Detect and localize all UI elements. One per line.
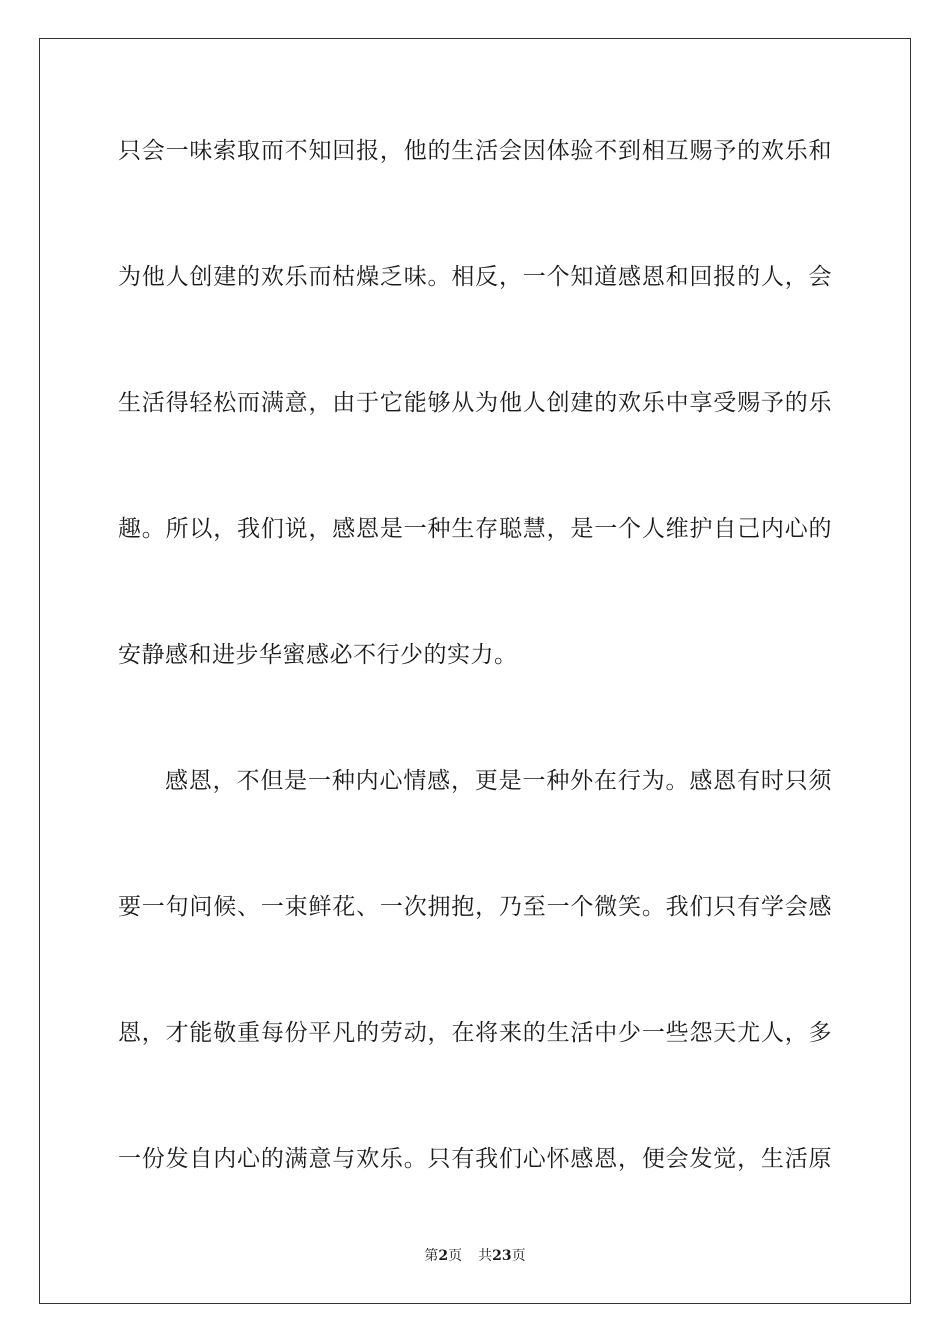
paragraph-line: 只会一味索取而不知回报，他的生活会因体验不到相互赐予的欢乐和 xyxy=(118,138,832,164)
paragraph-line: 生活得轻松而满意，由于它能够从为他人创建的欢乐中享受赐予的乐 xyxy=(118,390,832,416)
paragraph-line: 要一句问候、一束鲜花、一次拥抱，乃至一个微笑。我们只有学会感 xyxy=(118,894,832,920)
total-prefix: 共 xyxy=(478,1248,493,1264)
page-prefix: 第 xyxy=(424,1248,439,1264)
document-body xyxy=(118,123,832,1257)
paragraph-line: 为他人创建的欢乐而枯燥乏味。相反，一个知道感恩和回报的人，会 xyxy=(118,264,832,290)
page-number: 2 xyxy=(438,1248,449,1264)
total-suffix: 页 xyxy=(511,1248,526,1264)
page-suffix: 页 xyxy=(448,1248,463,1264)
paragraph-line: 感恩，不但是一种内心情感，更是一种外在行为。感恩有时只须 xyxy=(165,768,832,794)
paragraph-line: 趣。所以，我们说，感恩是一种生存聪慧，是一个人维护自己内心的 xyxy=(118,516,832,542)
paragraph-line: 安静感和进步华蜜感必不行少的实力。 xyxy=(118,642,518,668)
paragraph-line: 一份发自内心的满意与欢乐。只有我们心怀感恩，便会发觉，生活原 xyxy=(118,1146,832,1172)
page-footer xyxy=(0,1246,950,1266)
paragraph-line: 恩，才能敬重每份平凡的劳动，在将来的生活中少一些怨天尤人，多 xyxy=(118,1020,832,1046)
total-pages: 23 xyxy=(492,1248,512,1264)
